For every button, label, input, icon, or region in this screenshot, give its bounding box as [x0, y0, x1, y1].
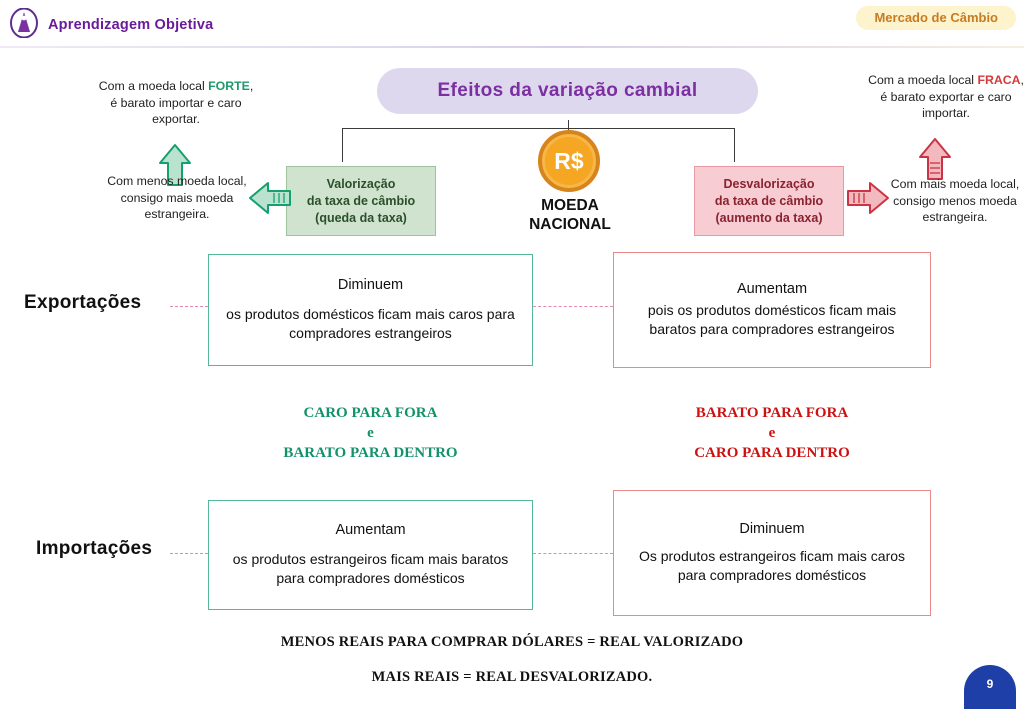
importacoes-right-box: [613, 490, 931, 616]
statement-right-line2: e: [768, 425, 776, 441]
coin-label-line1: MOEDA: [541, 197, 599, 214]
header-divider: [0, 46, 1024, 48]
statement-left-line2: e: [367, 425, 374, 441]
exportacoes-left-box: [208, 254, 533, 366]
statement-right-line3: CARO PARA DENTRO: [694, 445, 850, 461]
desvalorizacao-box: [694, 166, 844, 236]
statement-left-line3: BARATO PARA DENTRO: [283, 445, 458, 461]
brand-title: Aprendizagem Objetiva: [48, 17, 214, 33]
statement-right: [613, 403, 931, 463]
right-note-side: Com mais moeda local, consigo menos moeda estrangeira.: [890, 177, 1020, 224]
valorizacao-line1: Valorização: [326, 176, 396, 191]
triangle-logo-icon: [10, 8, 38, 38]
coin-icon: [538, 130, 600, 192]
importacoes-left-body: os produtos estrangeiros ficam mais baratos para compradores domésticos: [232, 551, 509, 586]
exportacoes-left-body: os produtos domésticos ficam mais caros para compradores estrangeiros: [226, 306, 515, 341]
exportacoes-left-head: Diminuem: [337, 277, 404, 293]
left-note-top-post: , é barato importar e caro exportar.: [110, 79, 254, 126]
row-label-exportacoes: Exportações: [24, 292, 142, 313]
desvalorizacao-line2: da taxa de câmbio: [714, 193, 824, 208]
importacoes-right-body: Os produtos estrangeiros ficam mais caros para compradores domésticos: [638, 548, 906, 583]
bottom-statement-2: MAIS REAIS = REAL DESVALORIZADO.: [371, 669, 653, 685]
importacoes-left-head: Aumentam: [335, 522, 406, 538]
coin-label: [505, 196, 635, 234]
left-note-top-pre: Com a moeda local: [98, 79, 205, 93]
statement-right-line1: BARATO PARA FORA: [695, 405, 849, 421]
page-number: 9: [964, 665, 1016, 709]
dash-right-importacoes: [533, 553, 613, 554]
right-note-top-pre: Com a moeda local: [868, 73, 975, 87]
left-note-side: Com menos moeda local, consigo mais moeda estrangeira.: [107, 174, 247, 221]
dash-right-exportacoes: [533, 306, 613, 307]
bottom-statement-1: MENOS REAIS PARA COMPRAR DÓLARES = REAL VALORIZADO: [280, 634, 744, 650]
page-title-text: Efeitos da variação cambial: [437, 80, 698, 101]
right-note-top: [868, 72, 1024, 122]
left-note-top: [96, 78, 256, 128]
statement-left-line1: CARO PARA FORA: [303, 405, 438, 421]
left-note-top-strong: FORTE: [208, 79, 250, 93]
dash-left-exportacoes: [170, 306, 208, 307]
coin-symbol: R$: [554, 147, 584, 174]
exportacoes-right-head: Aumentam: [736, 281, 808, 297]
right-note-top-strong: FRACA: [977, 73, 1021, 87]
valorizacao-box: [286, 166, 436, 236]
dash-left-importacoes: [170, 553, 208, 554]
statement-left: [208, 403, 533, 463]
desvalorizacao-line3: (aumento da taxa): [715, 210, 823, 225]
row-label-importacoes: Importações: [36, 538, 153, 559]
desvalorizacao-line1: Desvalorização: [723, 176, 815, 191]
importacoes-left-box: [208, 500, 533, 610]
arrow-right-red-icon: [846, 181, 890, 220]
page-title: [377, 68, 758, 114]
exportacoes-right-body: pois os produtos domésticos ficam mais baratos para compradores estrangeiros: [647, 302, 897, 337]
importacoes-right-head: Diminuem: [739, 521, 805, 537]
exportacoes-right-box: [613, 252, 931, 368]
arrow-left-green-icon: [248, 181, 292, 220]
status-badge: Mercado de Câmbio: [856, 6, 1016, 30]
right-note-top-post: , é barato exportar e caro importar.: [880, 73, 1024, 120]
valorizacao-line2: da taxa de câmbio: [306, 193, 416, 208]
coin-label-line2: NACIONAL: [529, 216, 611, 233]
valorizacao-line3: (queda da taxa): [315, 210, 407, 225]
